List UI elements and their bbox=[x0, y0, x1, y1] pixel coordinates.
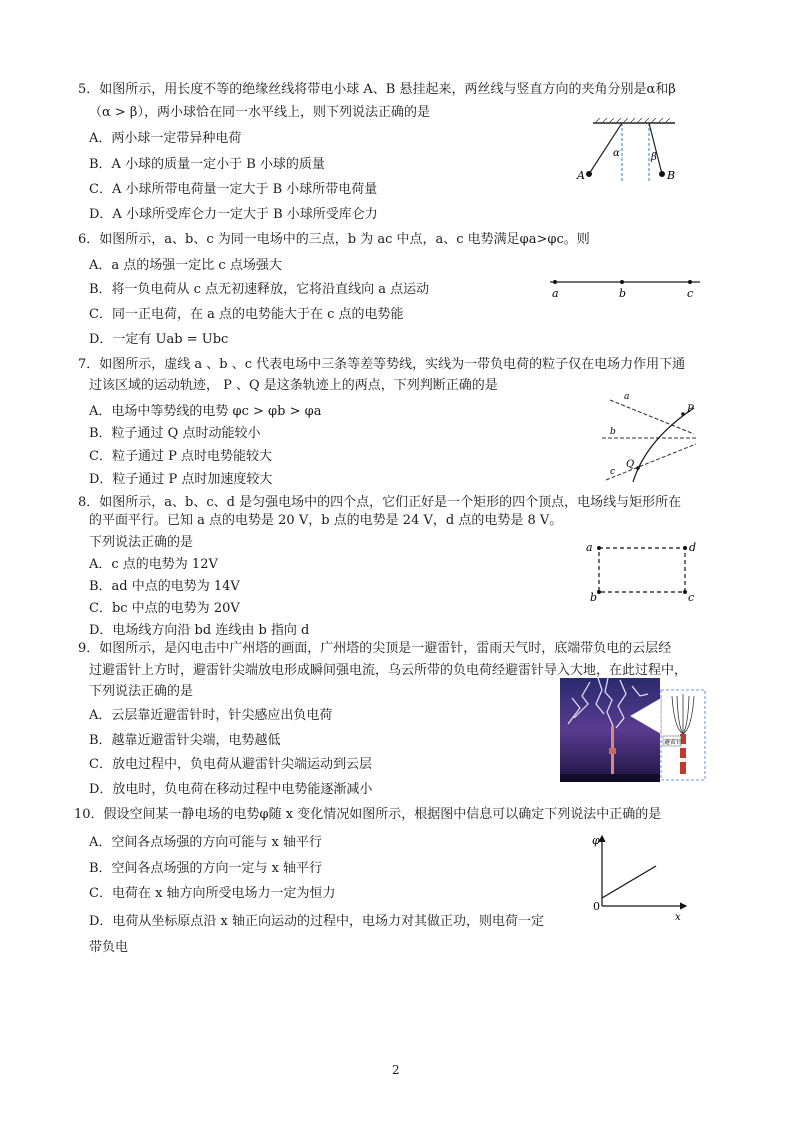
q9-lightning-photo bbox=[560, 678, 706, 782]
q10-option-b: B．空间各点场强的方向一定与 x 轴平行 bbox=[89, 861, 323, 876]
x-axis-label: x bbox=[675, 912, 681, 922]
q7-option-c: C．粒子通过 P 点时电势能较大 bbox=[89, 449, 272, 464]
vertex-c-label: c bbox=[688, 591, 695, 604]
q10-option-a: A．空间各点场强的方向可能与 x 轴平行 bbox=[89, 835, 322, 850]
dashed-rectangle bbox=[599, 548, 685, 592]
point-a-label: a bbox=[552, 287, 559, 300]
rod-stripe-2 bbox=[680, 758, 686, 762]
q5-option-a: A．两小球一定带异种电荷 bbox=[89, 131, 242, 146]
q5-option-c: C．A 小球所带电荷量一定大于 B 小球所带电荷量 bbox=[89, 182, 378, 197]
q9-option-a: A．云层靠近避雷针时，针尖感应出负电荷 bbox=[89, 708, 333, 723]
q8-stem-line2: 的平面平行。已知 a 点的电势是 20 V，b 点的电势是 24 V，d 点的电势是 8 V。 bbox=[89, 513, 563, 528]
line-b-label: b bbox=[610, 427, 616, 437]
q10-phi-x-graph bbox=[588, 830, 698, 922]
q5-option-d: D．A 小球所受库仑力一定大于 B 小球所受库仑力 bbox=[89, 207, 378, 222]
point-q-label: Q bbox=[626, 459, 635, 470]
q6-option-b: B．将一负电荷从 c 点无初速释放，它将沿直线向 a 点运动 bbox=[89, 282, 430, 297]
vertex-b-label: b bbox=[590, 591, 598, 604]
point-p-label: P bbox=[687, 404, 694, 415]
beta-label: β bbox=[651, 152, 657, 163]
q8-option-d: D．电场线方向沿 bd 连线由 b 指向 d bbox=[89, 623, 310, 638]
q7-option-d: D．粒子通过 P 点时加速度较大 bbox=[89, 472, 273, 487]
point-c-label: c bbox=[687, 287, 694, 300]
q10-option-d: D．电荷从坐标原点沿 x 轴正向运动的过程中，电场力对其做正功，则电荷一定 bbox=[89, 914, 545, 929]
city-skyline bbox=[560, 774, 660, 782]
phi-axis-label: φ bbox=[592, 834, 600, 847]
q10-option-c: C．电荷在 x 轴方向所受电场力一定为恒力 bbox=[89, 886, 336, 901]
page-number: 2 bbox=[392, 1063, 400, 1077]
q9-option-b: B．越靠近避雷针尖端，电势越低 bbox=[89, 733, 281, 748]
point-q bbox=[636, 466, 640, 470]
vertex-c bbox=[683, 590, 687, 594]
phi-line bbox=[602, 866, 656, 898]
q7-option-a: A．电场中等势线的电势 φc > φb > φa bbox=[89, 404, 322, 419]
q5-stem-line1: 5．如图所示，用长度不等的绝缘丝线将带电小球 A、B 悬挂起来，两丝线与竖直方向的夹角分别是α和β bbox=[78, 82, 676, 97]
q8-option-c: C．bc 中点的电势为 20V bbox=[89, 601, 240, 616]
q9-stem-line2: 过避雷针上方时，避雷针尖端放电形成瞬间强电流，乌云所带的负电荷经避雷针导入大地，在此过程中， bbox=[89, 663, 688, 678]
q5-stem-line2: （α > β），两小球恰在同一水平线上，则下列说法正确的是 bbox=[89, 105, 430, 120]
ball-b bbox=[659, 171, 665, 177]
vertex-b bbox=[597, 590, 601, 594]
q10-stem: 10．假设空间某一静电场的电势φ随 x 变化情况如图所示，根据图中信息可以确定下列说法中正确的是 bbox=[74, 807, 662, 822]
alpha-label: α bbox=[613, 148, 620, 159]
q10-option-d-continued: 带负电 bbox=[89, 940, 129, 955]
equipotential-c bbox=[606, 444, 696, 480]
q6-option-c: C．同一正电荷，在 a 点的电势能大于在 c 点的电势能 bbox=[89, 307, 404, 322]
q8-option-a: A．c 点的电势为 12V bbox=[89, 557, 218, 572]
q7-stem-line1: 7．如图所示，虚线 a 、b 、c 代表电场中三条等差等势线，实线为一带负电荷的粒子仅在电场力作用下通 bbox=[78, 357, 686, 372]
origin-label: 0 bbox=[593, 900, 600, 913]
vertex-d bbox=[683, 546, 687, 550]
point-c bbox=[688, 280, 692, 284]
vertex-a bbox=[597, 546, 601, 550]
ball-b-label: B bbox=[667, 169, 676, 182]
vertex-d-label: d bbox=[689, 541, 697, 554]
storm-sky bbox=[560, 678, 660, 782]
q7-stem-line2: 过该区域的运动轨迹， P 、Q 是这条轨迹上的两点，下列判断正确的是 bbox=[89, 378, 498, 393]
q6-stem: 6．如图所示，a、b、c 为同一电场中的三点，b 为 ac 中点，a、c 电势满足φa>φc。则 bbox=[78, 232, 590, 247]
q6-line-figure bbox=[545, 272, 705, 302]
q5-option-b: B．A 小球的质量一定小于 B 小球的质量 bbox=[89, 157, 325, 172]
q7-equipotential-figure bbox=[596, 388, 702, 486]
point-p bbox=[681, 412, 685, 416]
q9-stem-line1: 9．如图所示，是闪电击中广州塔的画面，广州塔的尖顶是一避雷针，雷雨天气时，底端带负电的云层经 bbox=[78, 641, 672, 656]
q5-pendulum-figure bbox=[565, 118, 705, 193]
ball-a-label: A bbox=[577, 169, 585, 182]
thread-b bbox=[649, 123, 662, 174]
ball-a bbox=[586, 171, 592, 177]
q8-option-b: B．ad 中点的电势为 14V bbox=[89, 579, 240, 594]
point-b-label: b bbox=[619, 287, 627, 300]
point-a bbox=[553, 280, 557, 284]
inset-label: 避雷针 bbox=[664, 739, 683, 746]
vertex-a-label: a bbox=[586, 541, 593, 554]
q9-option-d: D．放电时，负电荷在移动过程中电势能逐渐减小 bbox=[89, 782, 373, 797]
q6-option-a: A．a 点的场强一定比 c 点场强大 bbox=[89, 258, 282, 273]
q8-stem-line1: 8．如图所示，a、b、c、d 是匀强电场中的四个点，它们正好是一个矩形的四个顶点，电场线与矩形所在 bbox=[78, 495, 682, 510]
q8-stem-line3: 下列说法正确的是 bbox=[89, 535, 194, 550]
q7-option-b: B．粒子通过 Q 点时动能较小 bbox=[89, 426, 261, 441]
point-b bbox=[620, 280, 624, 284]
q6-option-d: D．一定有 Uab = Ubc bbox=[89, 332, 229, 347]
q9-stem-line3: 下列说法正确的是 bbox=[89, 684, 194, 699]
particle-trajectory bbox=[633, 408, 694, 482]
line-c-label: c bbox=[610, 467, 616, 477]
q9-option-c: C．放电过程中，负电荷从避雷针尖端运动到云层 bbox=[89, 757, 372, 772]
line-a-label: a bbox=[624, 392, 630, 402]
q8-rectangle-figure bbox=[582, 538, 702, 606]
tower-deck bbox=[609, 748, 616, 754]
